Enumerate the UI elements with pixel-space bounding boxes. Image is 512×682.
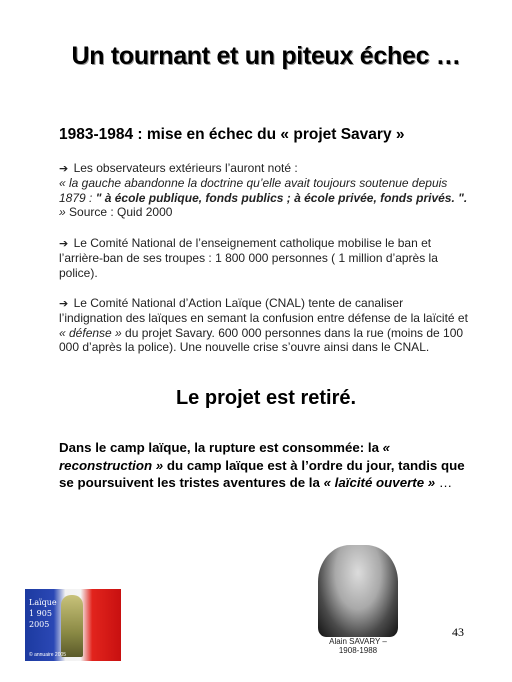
concl-d: « laïcité ouverte » bbox=[323, 475, 436, 490]
slide-title: Un tournant et un piteux échec … bbox=[71, 42, 461, 70]
paragraph-observers bbox=[59, 161, 469, 220]
portrait-caption: Alain SAVARY – 1908-1988 bbox=[329, 637, 387, 655]
logo-small-text: © annuaire 2005 bbox=[29, 652, 67, 658]
concl-a: Dans le camp laïque, la rupture est consommée: la bbox=[59, 440, 383, 455]
p1-intro: Les observateurs extérieurs l’auront noté : bbox=[73, 161, 298, 175]
p1-quote-close: » bbox=[59, 205, 66, 220]
logo-line2: 1 905 bbox=[29, 609, 52, 618]
paragraph-cnal bbox=[59, 296, 469, 355]
concl-c: du camp laïque est à l’ordre du jour, tandis que se poursuivent les tristes aventures de la bbox=[59, 457, 465, 490]
logo-text bbox=[29, 597, 57, 630]
paragraph-comite-catholique bbox=[59, 236, 469, 280]
laicite-logo-image bbox=[25, 589, 121, 661]
project-withdrawn-heading: Le projet est retiré. bbox=[175, 387, 357, 409]
section-heading: 1983-1984 : mise en échec du « projet Savary » bbox=[59, 126, 405, 143]
p3-text-a: Le Comité National d’Action Laïque (CNAL) tente de canaliser l’indignation des laïques en semant la confusion entre défense de la laïcité et bbox=[59, 296, 468, 326]
arrow-icon: ➔ bbox=[59, 298, 69, 310]
conclusion-paragraph bbox=[59, 439, 469, 492]
p1-quote-bold: " à école publique, fonds publics ; à école privée, fonds privés. ". bbox=[92, 190, 468, 205]
p3-text-c: du projet Savary. 600 000 personnes dans la rue (moins de 100 000 d’après la police). Une nouvelle crise s’ouvre ainsi dans le CNAL. bbox=[59, 325, 464, 355]
portrait-photo bbox=[318, 545, 398, 637]
arrow-icon: ➔ bbox=[59, 163, 69, 175]
p3-text-b: « défense » bbox=[59, 325, 122, 340]
p2-text: Le Comité National de l’enseignement catholique mobilise le ban et l’arrière-ban de ses troupes : 1 800 000 personnes ( 1 million d’après la police). bbox=[59, 236, 438, 280]
statue-icon bbox=[61, 595, 83, 657]
p1-source: Source : Quid 2000 bbox=[65, 205, 173, 220]
page-number: 43 bbox=[452, 625, 464, 639]
concl-b: « reconstruction » bbox=[59, 440, 391, 473]
logo-line3: 2005 bbox=[29, 620, 50, 629]
p1-quote-open: « la gauche abandonne la doctrine qu’elle avait toujours soutenue depuis 1879 : bbox=[59, 176, 448, 205]
concl-e: … bbox=[435, 475, 453, 490]
arrow-icon: ➔ bbox=[59, 238, 69, 250]
logo-line1: Laïque bbox=[29, 598, 57, 607]
